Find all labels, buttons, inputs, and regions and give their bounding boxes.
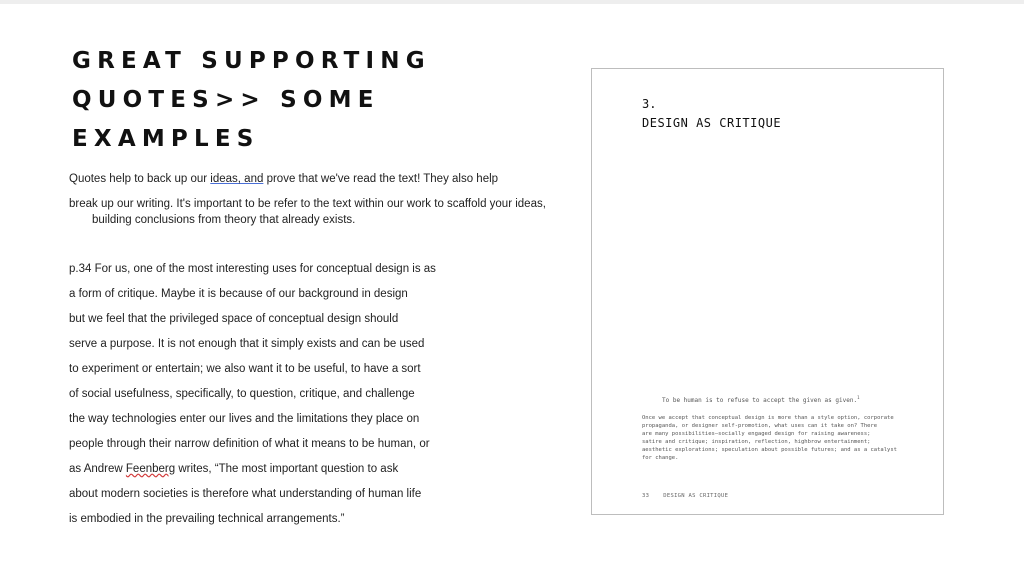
- book-line: satire and critique; inspiration, reflection, highbrow entertainment;: [642, 439, 871, 445]
- footnote-marker: 1: [857, 395, 860, 400]
- quote-line: but we feel that the privileged space of conceptual design should: [69, 313, 399, 325]
- spellcheck-flagged-word[interactable]: Feenberg: [125, 463, 176, 475]
- quote-line: of social usefulness, specifically, to question, critique, and challenge: [69, 388, 415, 400]
- epigraph: [662, 395, 922, 404]
- book-line: aesthetic explorations; speculation about possible futures; and as a catalyst: [642, 447, 897, 453]
- quote-line: a form of critique. Maybe it is because of our background in design: [69, 288, 408, 300]
- book-page-image: [591, 68, 944, 515]
- intro-paragraph: [69, 171, 569, 228]
- book-body-text: [642, 414, 922, 462]
- page-footer: [642, 493, 728, 499]
- quote-line: is embodied in the prevailing technical arrangements.”: [69, 513, 345, 525]
- quote-line: the way technologies enter our lives and the limitations they place on: [69, 413, 420, 425]
- book-line: Once we accept that conceptual design is more than a style option, corporate: [642, 415, 894, 421]
- intro-text: building conclusions from theory that already exists.: [92, 214, 356, 226]
- title-line: QUOTES>> SOME: [72, 87, 380, 113]
- title-line: EXAMPLES: [72, 126, 260, 152]
- quote-line: [69, 462, 549, 487]
- quote-line: to experiment or entertain; we also want it to be useful, to have a sort: [69, 363, 421, 375]
- title-line: GREAT SUPPORTING: [72, 48, 431, 74]
- intro-text: Quotes help to back up our: [69, 173, 211, 185]
- slide-title: [72, 42, 532, 159]
- book-line: propaganda, or designer self-promotion, what uses can it take on? There: [642, 423, 878, 429]
- book-line: are many possibilities—socially engaged design for raising awareness;: [642, 431, 871, 437]
- window-top-strip: [0, 0, 1024, 4]
- intro-text: break up our writing. It's important to be refer to the text within our work to scaffold your ideas,: [69, 198, 546, 210]
- grammar-flagged-text[interactable]: ideas, and: [210, 173, 264, 185]
- intro-line: [69, 171, 569, 187]
- chapter-number: 3.: [642, 97, 657, 111]
- quote-line: serve a purpose. It is not enough that it simply exists and can be used: [69, 338, 425, 350]
- page-number: 33: [642, 493, 650, 499]
- quote-line: people through their narrow definition of what it means to be human, or: [69, 438, 430, 450]
- quote-line: p.34 For us, one of the most interesting uses for conceptual design is as: [69, 263, 436, 275]
- quote-line: about modern societies is therefore what understanding of human life: [69, 488, 422, 500]
- quote-text: as Andrew: [69, 463, 126, 475]
- intro-line: [69, 196, 569, 228]
- epigraph-text: To be human is to refuse to accept the given as given.: [662, 397, 858, 404]
- chapter-title: DESIGN AS CRITIQUE: [642, 116, 782, 130]
- intro-text: prove that we've read the text! They also help: [263, 173, 499, 185]
- running-title: DESIGN AS CRITIQUE: [663, 493, 729, 499]
- quote-block: [69, 262, 549, 537]
- quote-text: writes, “The most important question to ask: [175, 463, 399, 475]
- book-line: for change.: [642, 455, 679, 461]
